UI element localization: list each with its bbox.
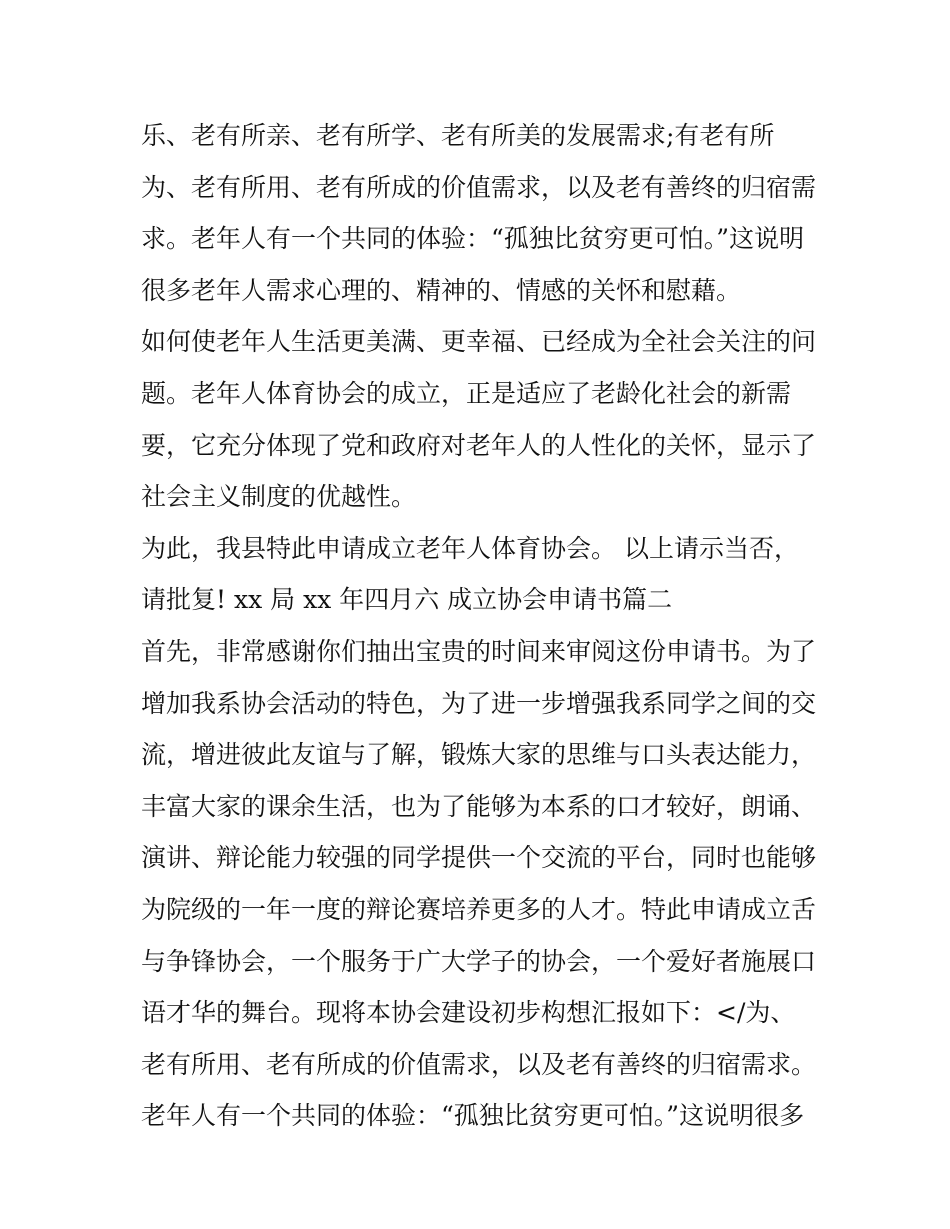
text-line: 增加我系协会活动的特色，为了进一步增强我系同学之间的交 [141, 688, 817, 718]
text-line: 请批复! xx 局 xx 年四月六 成立协会申请书篇二 [141, 585, 673, 615]
text-line: 社会主义制度的优越性。 [141, 482, 417, 512]
text-line: 为此，我县特此申请成立老年人体育协会。 以上请示当否， [141, 533, 799, 563]
document-body [141, 110, 831, 1142]
text-line: 语才华的舞台。现将本协会建设初步构想汇报如下：</为、 [141, 998, 796, 1028]
text-line: 求。老年人有一个共同的体验：“孤独比贫穷更可怕。”这说明 [141, 224, 805, 254]
text-line: 丰富大家的课余生活，也为了能够为本系的口才较好，朗诵、 [141, 791, 817, 821]
text-line: 为院级的一年一度的辩论赛培养更多的人才。特此申请成立舌 [141, 894, 817, 924]
text-line: 乐、老有所亲、老有所学、老有所美的发展需求;有老有所 [141, 121, 775, 150]
text-line: 老有所用、老有所成的价值需求，以及老有善终的归宿需求。 [141, 1049, 817, 1079]
text-line: 演讲、辩论能力较强的同学提供一个交流的平台，同时也能够 [141, 843, 817, 873]
text-line: 为、老有所用、老有所成的价值需求，以及老有善终的归宿需 [141, 172, 817, 202]
text-line: 与争锋协会，一个服务于广大学子的协会，一个爱好者施展口 [141, 946, 817, 976]
text-line: 要，它充分体现了党和政府对老年人的人性化的关怀，显示了 [141, 430, 817, 460]
text-line: 老年人有一个共同的体验：“孤独比贫穷更可怕。”这说明很多 [141, 1101, 805, 1131]
text-line: 如何使老年人生活更美满、更幸福、已经成为全社会关注的问 [141, 327, 817, 357]
text-line: 流，增进彼此友谊与了解，锻炼大家的思维与口头表达能力， [141, 740, 817, 770]
text-line: 首先，非常感谢你们抽出宝贵的时间来审阅这份申请书。为了 [141, 636, 817, 666]
text-line: 很多老年人需求心理的、精神的、情感的关怀和慰藉。 [141, 275, 742, 305]
text-line: 题。老年人体育协会的成立，正是适应了老龄化社会的新需 [141, 378, 792, 408]
